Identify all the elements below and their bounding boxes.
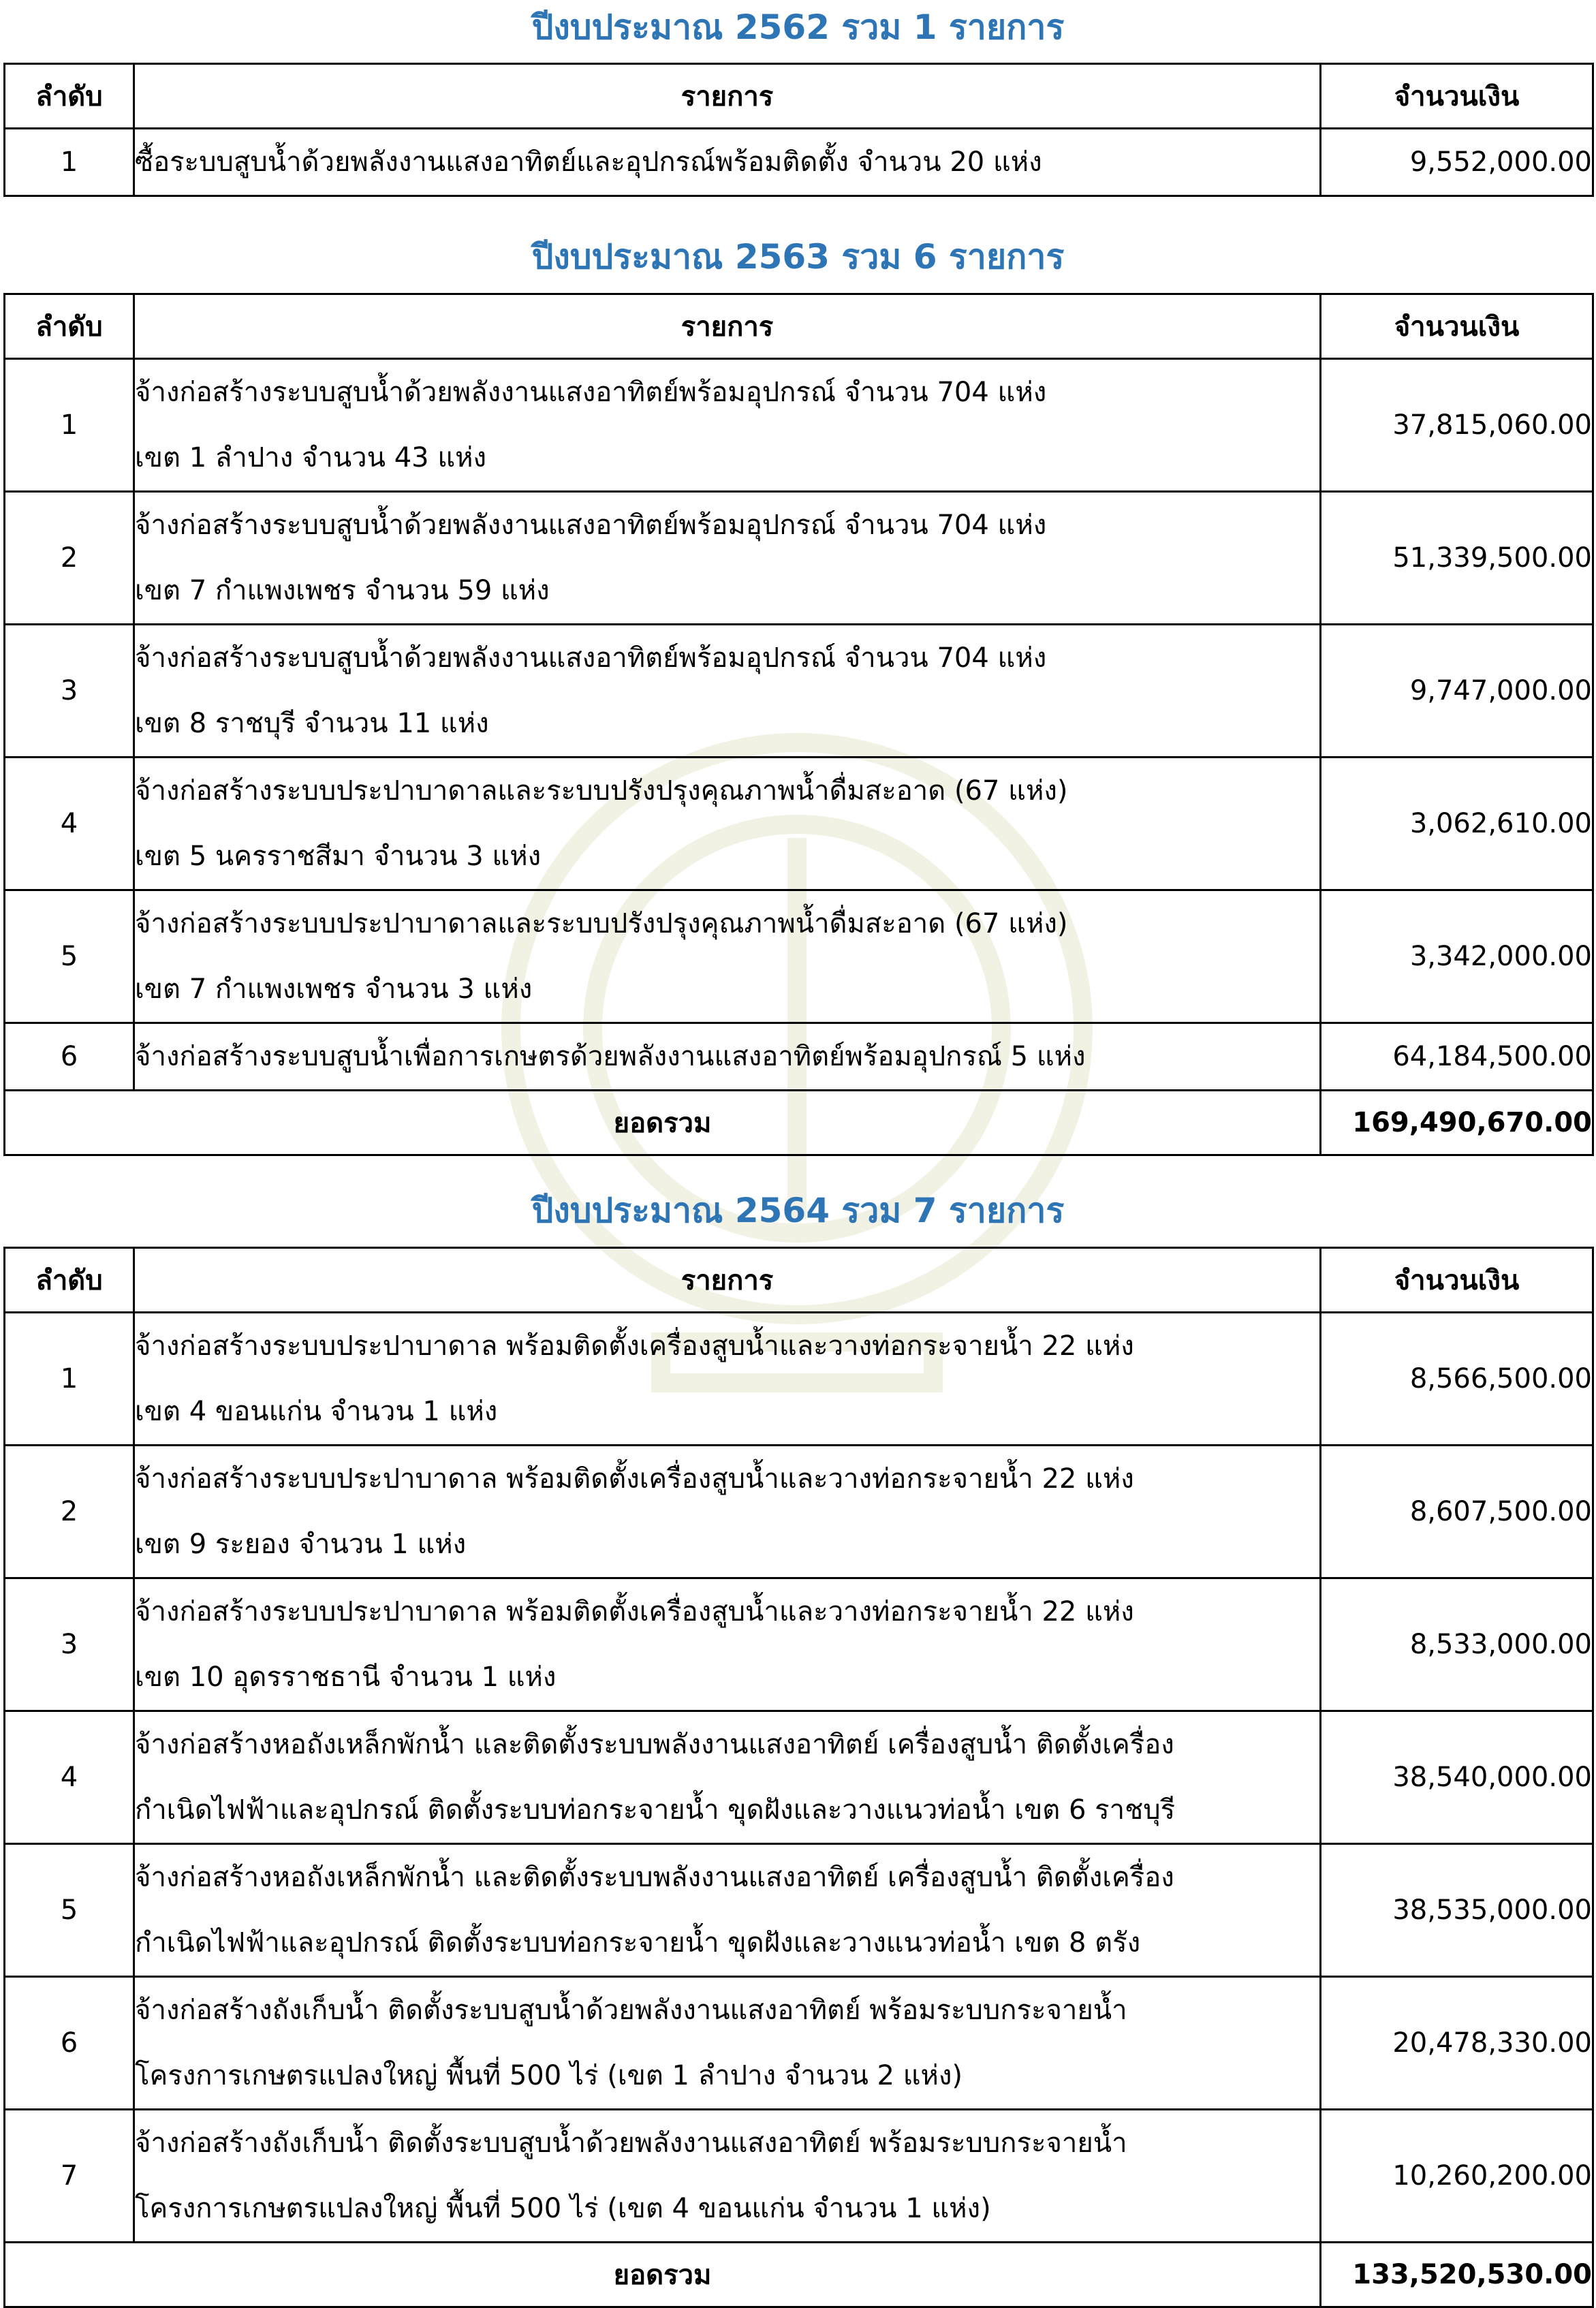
row-item-line: จ้างก่อสร้างระบบสูบน้ำเพื่อการเกษตรด้วยพลังงานแสงอาทิตย์พร้อมอุปกรณ์ 5 แห่ง — [135, 1041, 1086, 1072]
row-number: 4 — [5, 1711, 134, 1844]
row-number: 5 — [5, 1844, 134, 1977]
row-item-line: จ้างก่อสร้างระบบประปาบาดาล พร้อมติดตั้งเครื่องสูบน้ำและวางท่อกระจายน้ำ 22 แห่ง — [135, 1330, 1134, 1362]
table-row — [5, 625, 1593, 758]
table-header-row — [5, 64, 1593, 129]
row-amount: 9,552,000.00 — [1321, 129, 1593, 196]
row-item-line: จ้างก่อสร้างถังเก็บน้ำ ติดตั้งระบบสูบน้ำด้วยพลังงานแสงอาทิตย์ พร้อมระบบกระจายน้ำ — [135, 2127, 1127, 2159]
budget-table-2563 — [3, 293, 1594, 1156]
table-row — [5, 2110, 1593, 2243]
row-item — [134, 1711, 1321, 1844]
row-item-line: เขต 5 นครราชสีมา จำนวน 3 แห่ง — [135, 841, 542, 872]
row-amount: 3,342,000.00 — [1321, 890, 1593, 1023]
row-item-line: จ้างก่อสร้างระบบประปาบาดาลและระบบปรังปรุงคุณภาพน้ำดื่มสะอาด (67 แห่ง) — [135, 775, 1068, 807]
row-item-line: เขต 7 กำแพงเพชร จำนวน 59 แห่ง — [135, 575, 550, 606]
row-item-line: จ้างก่อสร้างถังเก็บน้ำ ติดตั้งระบบสูบน้ำด้วยพลังงานแสงอาทิตย์ พร้อมระบบกระจายน้ำ — [135, 1995, 1127, 2026]
row-amount: 20,478,330.00 — [1321, 1977, 1593, 2110]
row-item-line: จ้างก่อสร้างระบบสูบน้ำด้วยพลังงานแสงอาทิตย์พร้อมอุปกรณ์ จำนวน 704 แห่ง — [135, 510, 1047, 541]
row-item-line: จ้างก่อสร้างระบบสูบน้ำด้วยพลังงานแสงอาทิตย์พร้อมอุปกรณ์ จำนวน 704 แห่ง — [135, 642, 1047, 674]
row-amount: 64,184,500.00 — [1321, 1023, 1593, 1091]
row-number: 1 — [5, 129, 134, 196]
row-number: 6 — [5, 1977, 134, 2110]
row-item-line: ซื้อระบบสูบน้ำด้วยพลังงานแสงอาทิตย์และอุปกรณ์พร้อมติดตั้ง จำนวน 20 แห่ง — [135, 146, 1042, 178]
table-row — [5, 129, 1593, 196]
table-row — [5, 359, 1593, 492]
total-amount: 133,520,530.00 — [1321, 2243, 1593, 2307]
row-number: 1 — [5, 359, 134, 492]
row-number: 1 — [5, 1313, 134, 1446]
total-amount: 169,490,670.00 — [1321, 1091, 1593, 1155]
row-amount: 8,566,500.00 — [1321, 1313, 1593, 1446]
table-row — [5, 1023, 1593, 1091]
row-item-line: โครงการเกษตรแปลงใหญ่ พื้นที่ 500 ไร่ (เขต 1 ลำปาง จำนวน 2 แห่ง) — [135, 2060, 963, 2091]
row-item — [134, 1023, 1321, 1091]
header-amount: จำนวนเงิน — [1321, 64, 1593, 129]
row-item — [134, 625, 1321, 758]
row-item-line: โครงการเกษตรแปลงใหญ่ พื้นที่ 500 ไร่ (เขต 4 ขอนแก่น จำนวน 1 แห่ง) — [135, 2193, 991, 2224]
row-number: 5 — [5, 890, 134, 1023]
row-number: 3 — [5, 625, 134, 758]
row-amount: 38,540,000.00 — [1321, 1711, 1593, 1844]
header-amount: จำนวนเงิน — [1321, 294, 1593, 359]
section-title-2562: ปีงบประมาณ 2562 รวม 1 รายการ — [531, 7, 1065, 47]
row-item-line: เขต 8 ราชบุรี จำนวน 11 แห่ง — [135, 708, 489, 739]
table-row — [5, 890, 1593, 1023]
row-item-line: เขต 7 กำแพงเพชร จำนวน 3 แห่ง — [135, 973, 533, 1005]
table-header-row — [5, 294, 1593, 359]
section-title-2564: ปีงบประมาณ 2564 รวม 7 รายการ — [531, 1191, 1065, 1230]
row-amount: 37,815,060.00 — [1321, 359, 1593, 492]
row-number: 3 — [5, 1578, 134, 1711]
row-number: 6 — [5, 1023, 134, 1091]
row-item — [134, 129, 1321, 196]
table-row — [5, 492, 1593, 625]
header-amount: จำนวนเงิน — [1321, 1248, 1593, 1313]
table-row — [5, 1313, 1593, 1446]
header-item: รายการ — [134, 1248, 1321, 1313]
row-item — [134, 758, 1321, 890]
row-item-line: จ้างก่อสร้างระบบประปาบาดาลและระบบปรังปรุงคุณภาพน้ำดื่มสะอาด (67 แห่ง) — [135, 908, 1068, 939]
row-item-line: เขต 9 ระยอง จำนวน 1 แห่ง — [135, 1529, 467, 1560]
section-title-2563: ปีงบประมาณ 2563 รวม 6 รายการ — [531, 237, 1065, 277]
row-item — [134, 1977, 1321, 2110]
header-item: รายการ — [134, 64, 1321, 129]
row-item-line: จ้างก่อสร้างหอถังเหล็กพักน้ำ และติดตั้งระบบพลังงานแสงอาทิตย์ เครื่องสูบน้ำ ติดตั้งเครื่อง — [135, 1862, 1174, 1893]
row-item — [134, 492, 1321, 625]
row-item — [134, 1844, 1321, 1977]
header-no: ลำดับ — [5, 1248, 134, 1313]
row-item — [134, 2110, 1321, 2243]
total-row — [5, 1091, 1593, 1155]
row-number: 2 — [5, 492, 134, 625]
row-amount: 38,535,000.00 — [1321, 1844, 1593, 1977]
table-row — [5, 1578, 1593, 1711]
row-number: 4 — [5, 758, 134, 890]
budget-table-2562 — [3, 63, 1594, 197]
row-item-line: จ้างก่อสร้างระบบประปาบาดาล พร้อมติดตั้งเครื่องสูบน้ำและวางท่อกระจายน้ำ 22 แห่ง — [135, 1463, 1134, 1495]
table-row — [5, 1977, 1593, 2110]
table-row — [5, 1844, 1593, 1977]
row-item-line: กำเนิดไฟฟ้าและอุปกรณ์ ติดตั้งระบบท่อกระจายน้ำ ขุดฝังและวางแนวท่อน้ำ เขต 8 ตรัง — [135, 1927, 1141, 1959]
row-item — [134, 890, 1321, 1023]
total-label: ยอดรวม — [5, 1091, 1321, 1155]
row-amount: 9,747,000.00 — [1321, 625, 1593, 758]
total-row — [5, 2243, 1593, 2307]
row-amount: 8,533,000.00 — [1321, 1578, 1593, 1711]
row-amount: 8,607,500.00 — [1321, 1446, 1593, 1578]
row-number: 2 — [5, 1446, 134, 1578]
table-row — [5, 1711, 1593, 1844]
table-row — [5, 758, 1593, 890]
row-item-line: เขต 4 ขอนแก่น จำนวน 1 แห่ง — [135, 1396, 498, 1427]
row-item-line: จ้างก่อสร้างระบบสูบน้ำด้วยพลังงานแสงอาทิตย์พร้อมอุปกรณ์ จำนวน 704 แห่ง — [135, 377, 1047, 408]
row-item — [134, 1446, 1321, 1578]
row-amount: 51,339,500.00 — [1321, 492, 1593, 625]
table-header-row — [5, 1248, 1593, 1313]
row-amount: 10,260,200.00 — [1321, 2110, 1593, 2243]
row-item-line: เขต 10 อุดรราชธานี จำนวน 1 แห่ง — [135, 1662, 557, 1693]
row-item-line: จ้างก่อสร้างระบบประปาบาดาล พร้อมติดตั้งเครื่องสูบน้ำและวางท่อกระจายน้ำ 22 แห่ง — [135, 1596, 1134, 1627]
row-item-line: จ้างก่อสร้างหอถังเหล็กพักน้ำ และติดตั้งระบบพลังงานแสงอาทิตย์ เครื่องสูบน้ำ ติดตั้งเครื่อง — [135, 1729, 1174, 1760]
row-item — [134, 1313, 1321, 1446]
table-row — [5, 1446, 1593, 1578]
total-label: ยอดรวม — [5, 2243, 1321, 2307]
row-item — [134, 1578, 1321, 1711]
header-no: ลำดับ — [5, 294, 134, 359]
row-item-line: เขต 1 ลำปาง จำนวน 43 แห่ง — [135, 442, 486, 473]
budget-table-2564 — [3, 1247, 1594, 2308]
header-item: รายการ — [134, 294, 1321, 359]
row-number: 7 — [5, 2110, 134, 2243]
header-no: ลำดับ — [5, 64, 134, 129]
row-item-line: กำเนิดไฟฟ้าและอุปกรณ์ ติดตั้งระบบท่อกระจายน้ำ ขุดฝังและวางแนวท่อน้ำ เขต 6 ราชบุรี — [135, 1794, 1176, 1826]
row-amount: 3,062,610.00 — [1321, 758, 1593, 890]
row-item — [134, 359, 1321, 492]
